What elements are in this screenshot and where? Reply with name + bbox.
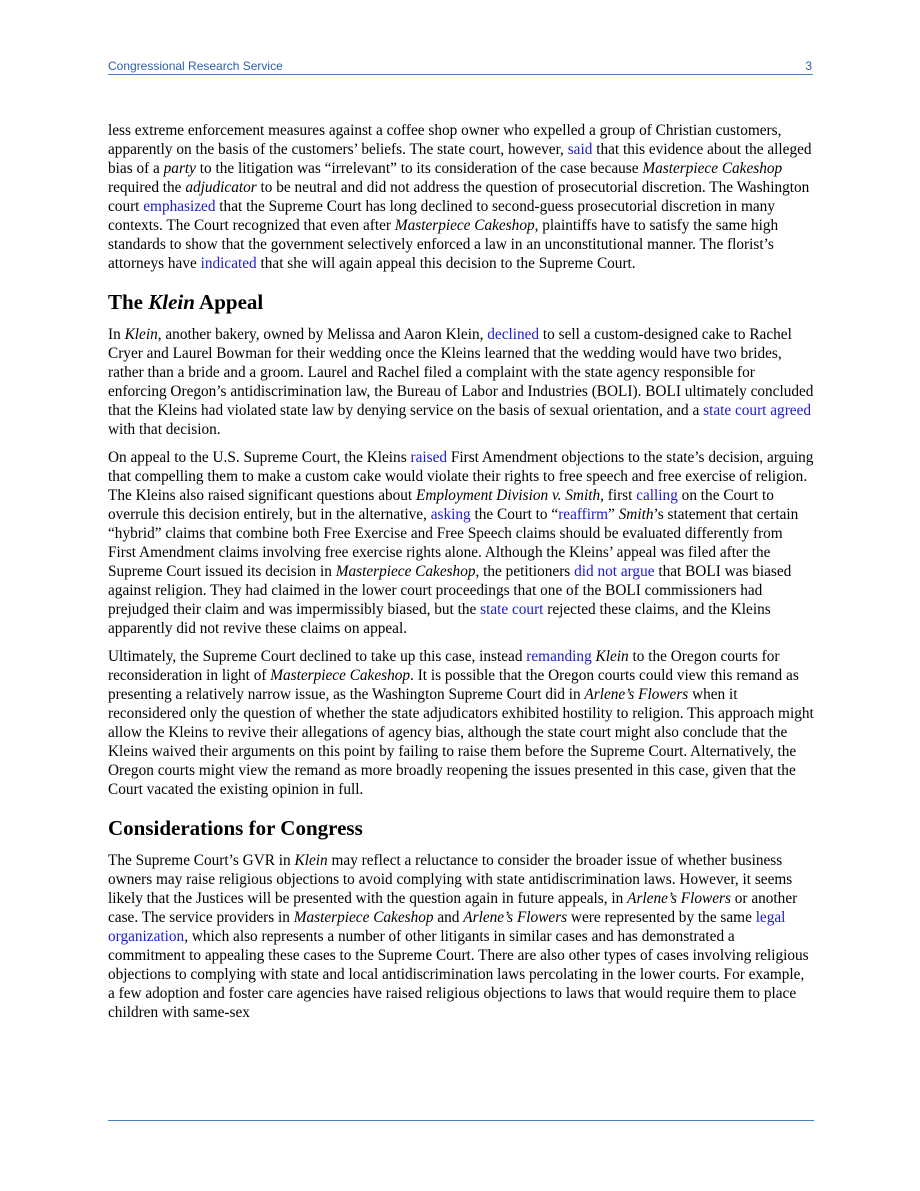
case-name: Klein <box>294 852 328 869</box>
link-said[interactable]: said <box>567 141 593 158</box>
page-header <box>108 58 813 75</box>
text-run: on the Court to overrule this decision entirely, but in the alternative, <box>108 487 774 523</box>
document-body <box>108 121 814 1031</box>
case-name: Masterpiece Cakeshop <box>293 909 434 926</box>
text-run: Ultimately, the Supreme Court declined to take up this case, instead <box>108 648 527 665</box>
text-run: that this evidence about the alleged bias of a <box>108 141 812 177</box>
link-calling[interactable]: calling <box>636 487 678 504</box>
text-run: , plaintiffs have to satisfy the same high standards to show that the government selectively enforced a law in an unconstitutional manner. The florist’s attorneys have <box>108 217 779 272</box>
text-run: First Amendment objections to the state’s decision, arguing that compelling them to make a custom cake would violate their rights to free speech and free exercise of religion. The Kleins also raised significant questions about <box>108 449 814 504</box>
text-run: the Court to “ <box>470 506 559 523</box>
case-name: Masterpiece Cakeshop <box>270 667 411 684</box>
text-run: rejected these claims, and the Kleins apparently did not revive these claims on appeal. <box>108 601 771 637</box>
text-run: , first <box>600 487 637 504</box>
link-state-court-agreed[interactable]: state court agreed <box>703 402 812 419</box>
case-name: Klein <box>148 290 195 314</box>
text-run: to the litigation was “irrelevant” to its consideration of the case because <box>195 160 643 177</box>
text-run: that BOLI was biased against religion. They had claimed in the lower court proceedings that one of the BOLI commissioners had prejudged their claim and was impermissibly biased, but the <box>108 563 792 618</box>
case-name: Arlene’s Flowers <box>627 890 731 907</box>
heading-klein-appeal: The Klein Appeal <box>108 290 264 314</box>
link-legal-organization[interactable]: legal organization <box>108 909 786 945</box>
text-run: to be neutral and did not address the question of prosecutorial discretion. The Washington court <box>108 179 810 215</box>
case-name: Masterpiece Cakeshop <box>335 563 476 580</box>
italic-term: party <box>163 160 196 177</box>
case-name: Arlene’s Flowers <box>584 686 689 703</box>
link-did-not-argue[interactable]: did not argue <box>574 563 655 580</box>
text-run: and <box>433 909 464 926</box>
case-name: Masterpiece Cakeshop <box>642 160 783 177</box>
text-run: On appeal to the U.S. Supreme Court, the Kleins <box>108 449 411 466</box>
case-name: Arlene’s Flowers <box>463 909 568 926</box>
link-reaffirm[interactable]: reaffirm <box>558 506 609 523</box>
text-run: required the <box>108 179 186 196</box>
text-run: , the petitioners <box>475 563 575 580</box>
case-name: Masterpiece Cakeshop <box>394 217 535 234</box>
paragraph-klein-appeal-arguments <box>108 448 814 638</box>
case-name: Smith <box>618 506 654 523</box>
header-org-name: Congressional Research Service <box>108 59 283 73</box>
case-name: Klein <box>124 326 158 343</box>
link-emphasized[interactable]: emphasized <box>143 198 216 215</box>
case-name: Klein <box>595 648 629 665</box>
link-declined[interactable]: declined <box>487 326 540 343</box>
link-remanding[interactable]: remanding <box>526 648 592 665</box>
text-run: to sell a custom-designed cake to Rachel Cryer and Laurel Bowman for their wedding once the Kleins learned that the wedding would have two brides, rather than a bride and a groom. Laurel and Rachel filed a complaint with the state agency responsible for enforcing Oregon’s antidiscrimination law, the Bureau of Labor and Industries (BOLI). BOLI ultimately concluded that the Kleins had violated state law by denying service on the basis of sexual orientation, and a <box>108 326 814 419</box>
link-raised[interactable]: raised <box>410 449 448 466</box>
text-run: when it reconsidered only the question of whether the state adjudicators exhibited hostility to religion. This approach might allow the Kleins to revive their allegations of agency bias, although the state court might also conclude that the Kleins waived their arguments on this point by failing to raise them before the Supreme Court. Alternatively, the Oregon courts might view the remand as more broadly reopening the issues presented in this case, given that the Court vacated the existing opinion in full. <box>108 686 814 798</box>
text-run: , which also represents a number of other litigants in similar cases and has demonstrated a commitment to appealing these cases to the Supreme Court. There are also other types of cases involving religious objections to complying with state and local antidiscrimination laws percolating in the lower courts. For example, a few adoption and foster care agencies have raised religious objections to laws that would require them to place children with same-sex <box>108 928 809 1021</box>
link-indicated[interactable]: indicated <box>200 255 257 272</box>
italic-term: adjudicator <box>185 179 257 196</box>
text-run: were represented by the same <box>567 909 756 926</box>
footer-rule <box>108 1120 814 1121</box>
text-run: or another case. The service providers in <box>108 890 798 926</box>
text-run: . It is possible that the Oregon courts could view this remand as presenting a relatively narrow issue, as the Washington Supreme Court did in <box>108 667 799 703</box>
text-run: In <box>108 326 125 343</box>
text-run: that the Supreme Court has long declined to second-guess prosecutorial discretion in many contexts. The Court recognized that even after <box>108 198 775 234</box>
heading-considerations-for-congress: Considerations for Congress <box>108 816 363 840</box>
text-run: , another bakery, owned by Melissa and Aaron Klein, <box>157 326 488 343</box>
text-run: to the Oregon courts for reconsideration in light of <box>108 648 780 684</box>
text-run: ’s statement that certain “hybrid” claims that combine both Free Exercise and Free Speech claims should be evaluated differently from First Amendment claims involving free exercise rights alone. Although the Kleins’ appeal was filed after the Supreme Court issued its decision in <box>108 506 799 580</box>
paragraph-klein-remand <box>108 647 814 799</box>
text-run: that she will again appeal this decision to the Supreme Court. <box>256 255 636 272</box>
text-run: The Supreme Court’s GVR in <box>108 852 295 869</box>
paragraph-considerations <box>108 851 814 1022</box>
link-asking[interactable]: asking <box>430 506 471 523</box>
text-run: less extreme enforcement measures against a coffee shop owner who expelled a group of Christian customers, apparently on the basis of the customers’ beliefs. The state court, however, <box>108 122 782 158</box>
text-run: with that decision. <box>108 421 221 438</box>
case-name: Employment Division v. Smith <box>416 487 601 504</box>
text-run: ” <box>608 506 619 523</box>
paragraph-arlenes-flowers-continued <box>108 121 814 273</box>
text-run: may reflect a reluctance to consider the broader issue of whether business owners may raise religious objections to avoid complying with state antidiscrimination laws. However, it seems likely that the Justices will be presented with the question again in future appeals, in <box>108 852 793 907</box>
link-state-court[interactable]: state court <box>480 601 544 618</box>
paragraph-klein-background <box>108 325 814 439</box>
page-number: 3 <box>805 59 812 73</box>
